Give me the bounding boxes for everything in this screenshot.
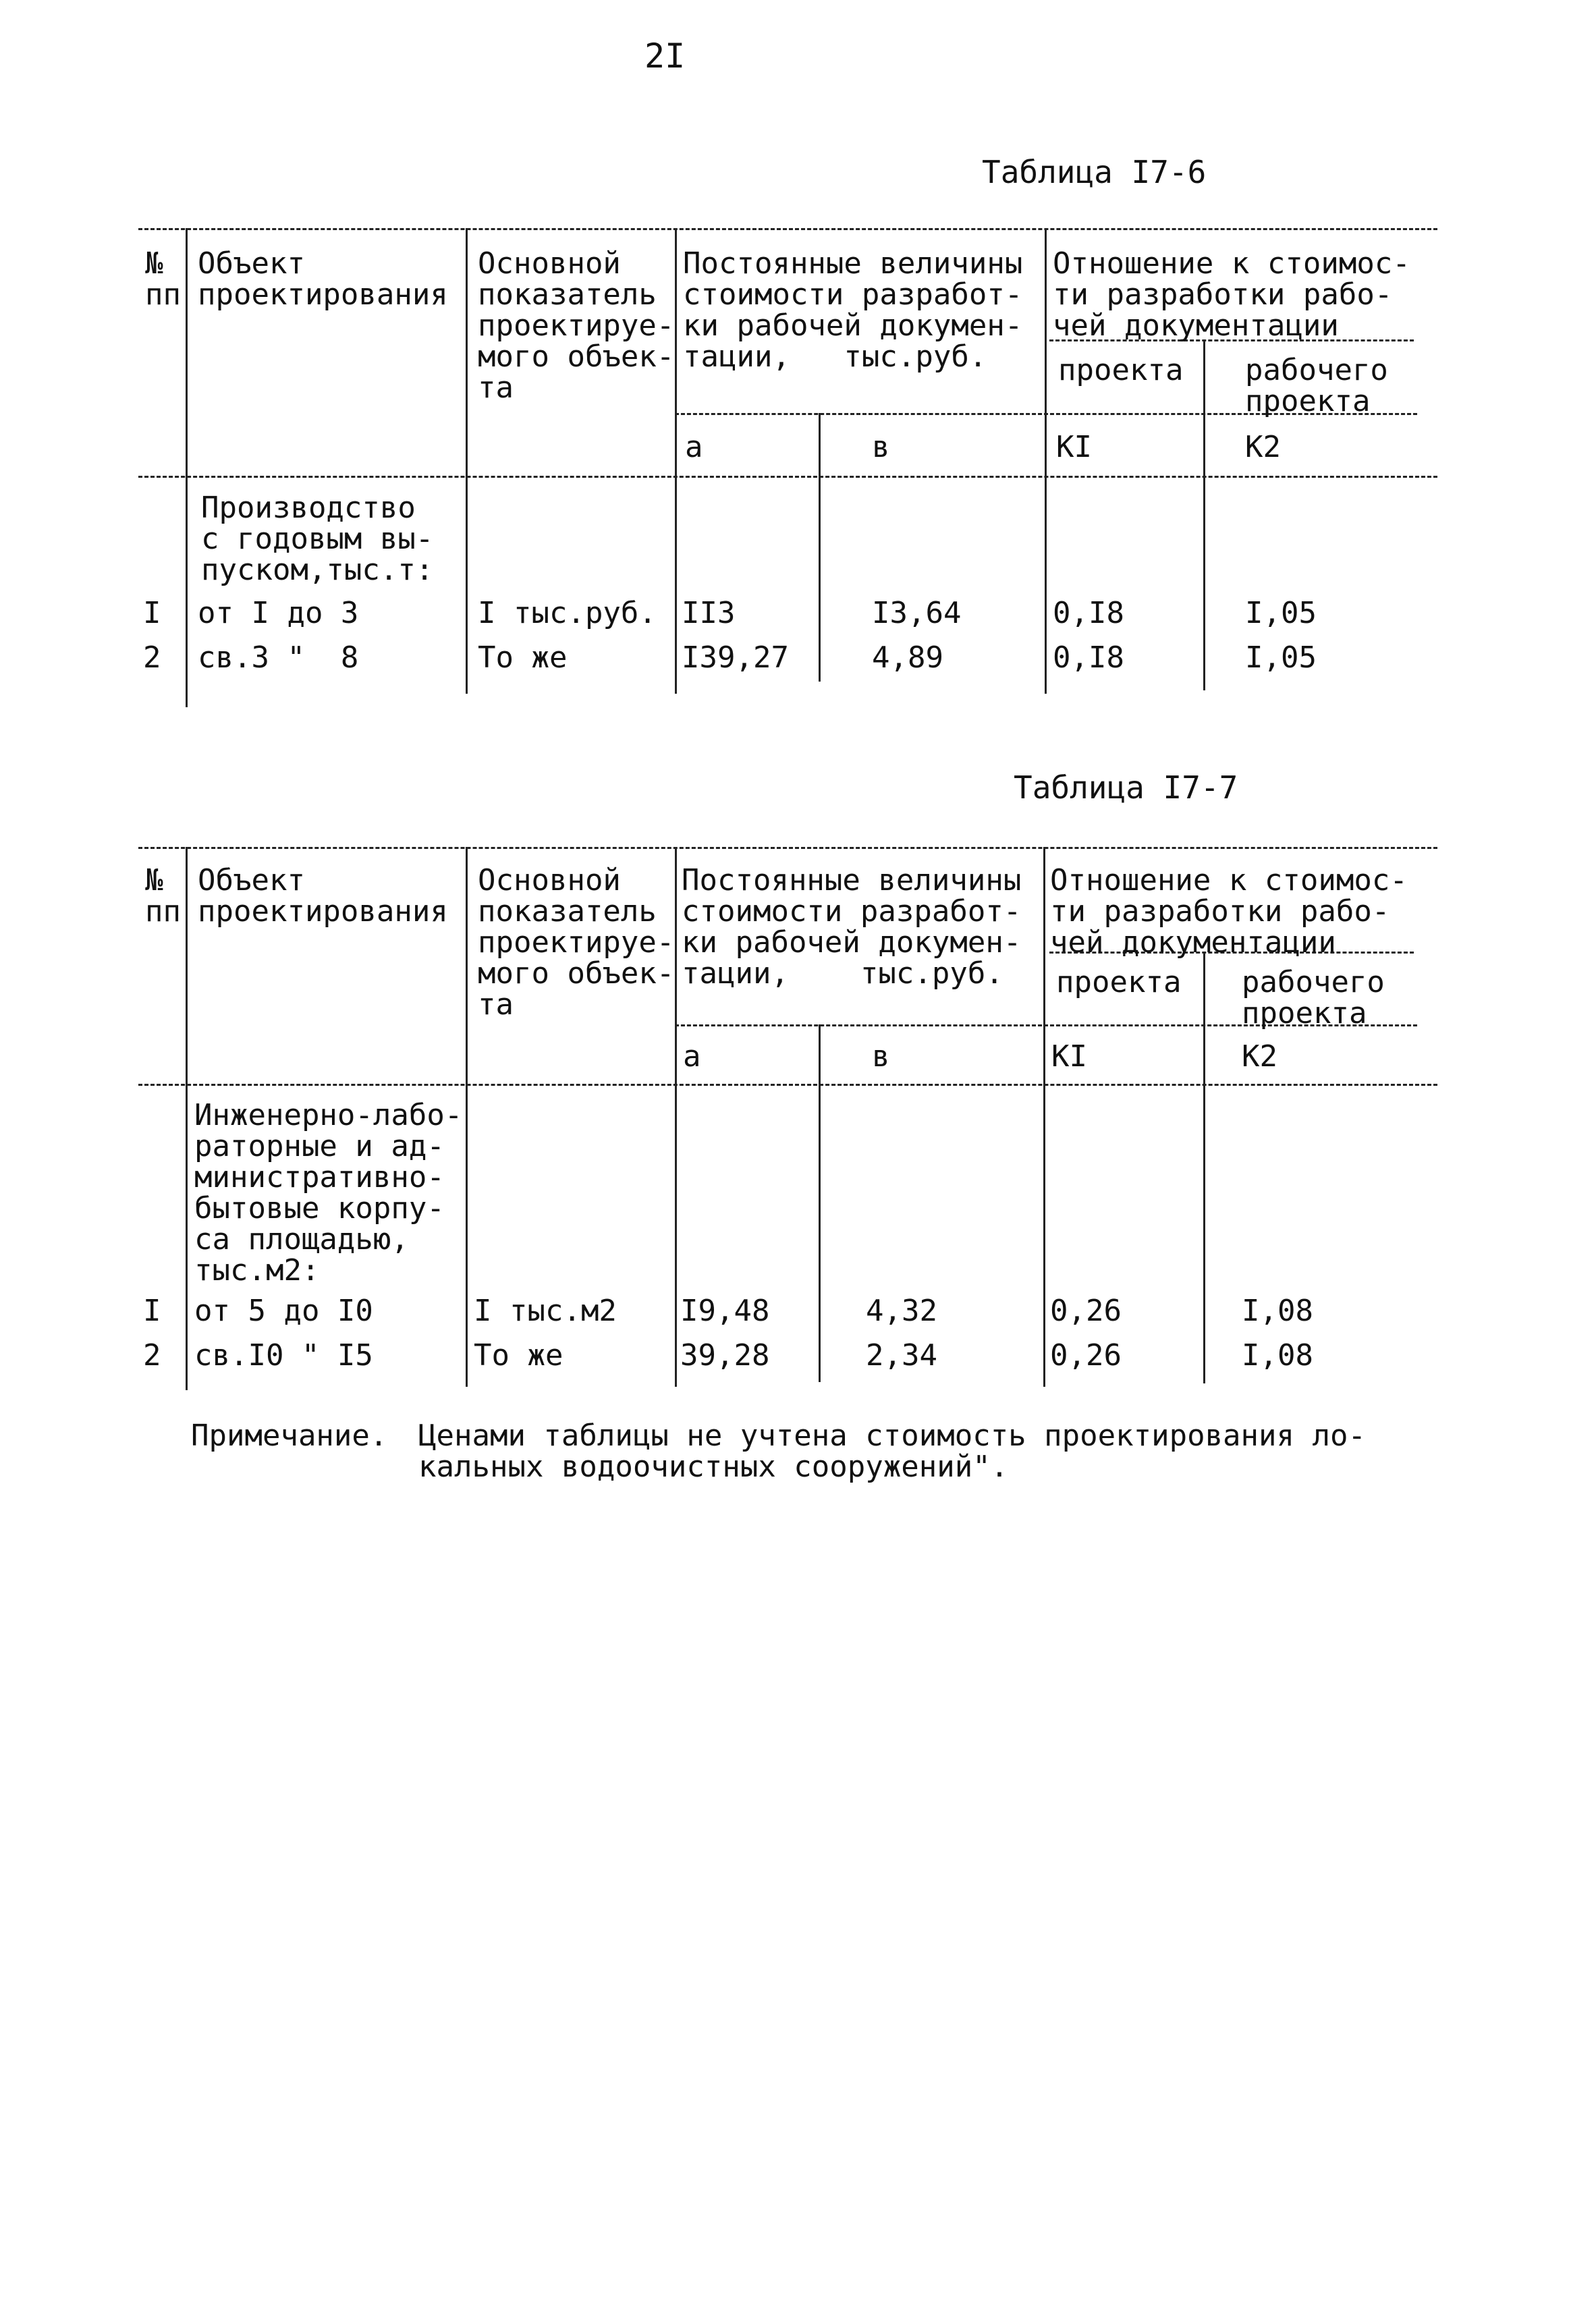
- row-num: I: [143, 596, 161, 630]
- row-indicator: То же: [478, 640, 568, 675]
- row-k1: 0,I8: [1053, 640, 1124, 675]
- header-k1: КI: [1051, 1039, 1087, 1074]
- header-object: Объект проектирования: [198, 863, 448, 929]
- row-b: 2,34: [866, 1338, 937, 1373]
- column-rule: [675, 847, 677, 1387]
- row-indicator: То же: [474, 1338, 563, 1373]
- header-b: в: [872, 1039, 890, 1074]
- row-a: II3: [682, 596, 736, 630]
- column-rule: [675, 228, 677, 694]
- row-k1: 0,26: [1050, 1294, 1122, 1328]
- column-rule: [186, 847, 188, 1390]
- row-object: св.3 " 8: [198, 640, 359, 675]
- row-num: 2: [143, 640, 161, 675]
- header-k2: К2: [1245, 430, 1281, 464]
- header-sub-project: проекта: [1056, 965, 1182, 999]
- row-a: I9,48: [680, 1294, 770, 1328]
- header-num: № пп: [145, 246, 181, 312]
- row-k2: I,05: [1245, 596, 1317, 630]
- note-line-2: кальных водоочистных сооружений".: [418, 1450, 1009, 1484]
- header-object: Объект проектирования: [198, 246, 448, 312]
- note-label: Примечание.: [191, 1419, 388, 1453]
- column-rule: [819, 413, 821, 682]
- row-k2: I,08: [1242, 1294, 1313, 1328]
- note-line-1: Ценами таблицы не учтена стоимость проектирования ло-: [418, 1419, 1366, 1453]
- row-b: 4,89: [872, 640, 943, 675]
- row-k2: I,05: [1245, 640, 1317, 675]
- table-caption: Таблица I7-7: [1014, 769, 1238, 806]
- header-constants: Постоянные величины стоимости разработ- ки рабочей докумен- тации, тыс.руб.: [683, 246, 1023, 374]
- header-indicator: Основной показатель проектируе- мого объек- та: [478, 246, 675, 405]
- table-top-rule: [138, 228, 1437, 230]
- row-b: 4,32: [866, 1294, 937, 1328]
- header-constants: Постоянные величины стоимости разработ- ки рабочей докумен- тации, тыс.руб.: [682, 863, 1022, 991]
- row-object: св.I0 " I5: [194, 1338, 373, 1373]
- row-a: I39,27: [682, 640, 789, 675]
- row-indicator: I тыс.руб.: [478, 596, 657, 630]
- header-b: в: [872, 430, 890, 464]
- row-object: от 5 до I0: [194, 1294, 373, 1328]
- row-num: 2: [143, 1338, 161, 1373]
- header-bottom-rule: [138, 1084, 1437, 1086]
- row-k1: 0,26: [1050, 1338, 1122, 1373]
- group-label: Инженерно-лабо- раторные и ад- министративно- бытовые корпу- са площадью, тыс.м2:: [194, 1098, 463, 1288]
- column-rule: [1043, 847, 1045, 1387]
- column-rule: [819, 1024, 821, 1382]
- column-rule: [1203, 952, 1205, 1383]
- header-indicator: Основной показатель проектируе- мого объек- та: [478, 863, 675, 1022]
- column-rule: [466, 228, 468, 694]
- row-k2: I,08: [1242, 1338, 1313, 1373]
- row-object: от I до 3: [198, 596, 359, 630]
- row-k1: 0,I8: [1053, 596, 1124, 630]
- header-sub-working: рабочего проекта: [1245, 353, 1388, 418]
- header-sub-project: проекта: [1058, 353, 1184, 387]
- table-top-rule: [138, 847, 1437, 849]
- column-rule: [466, 847, 468, 1387]
- table-caption: Таблица I7-6: [982, 154, 1207, 190]
- header-bottom-rule: [138, 476, 1437, 478]
- page-number: 2I: [644, 36, 686, 76]
- header-num: № пп: [145, 863, 181, 929]
- row-indicator: I тыс.м2: [474, 1294, 617, 1328]
- header-k2: К2: [1242, 1039, 1277, 1074]
- row-b: I3,64: [872, 596, 962, 630]
- row-a: 39,28: [680, 1338, 770, 1373]
- header-ratio: Отношение к стоимос- ти разработки рабо- чей документации: [1053, 246, 1410, 343]
- header-a: а: [683, 1039, 701, 1074]
- header-sub-working: рабочего проекта: [1242, 965, 1385, 1030]
- group-label: Производство с годовым вы- пуском,тыс.т:: [201, 491, 434, 587]
- header-ratio: Отношение к стоимос- ти разработки рабо- чей документации: [1050, 863, 1408, 960]
- header-a: а: [685, 430, 703, 464]
- row-num: I: [143, 1294, 161, 1328]
- column-rule: [186, 228, 188, 707]
- column-rule: [1203, 339, 1205, 690]
- column-rule: [1045, 228, 1047, 694]
- header-k1: КI: [1056, 430, 1092, 464]
